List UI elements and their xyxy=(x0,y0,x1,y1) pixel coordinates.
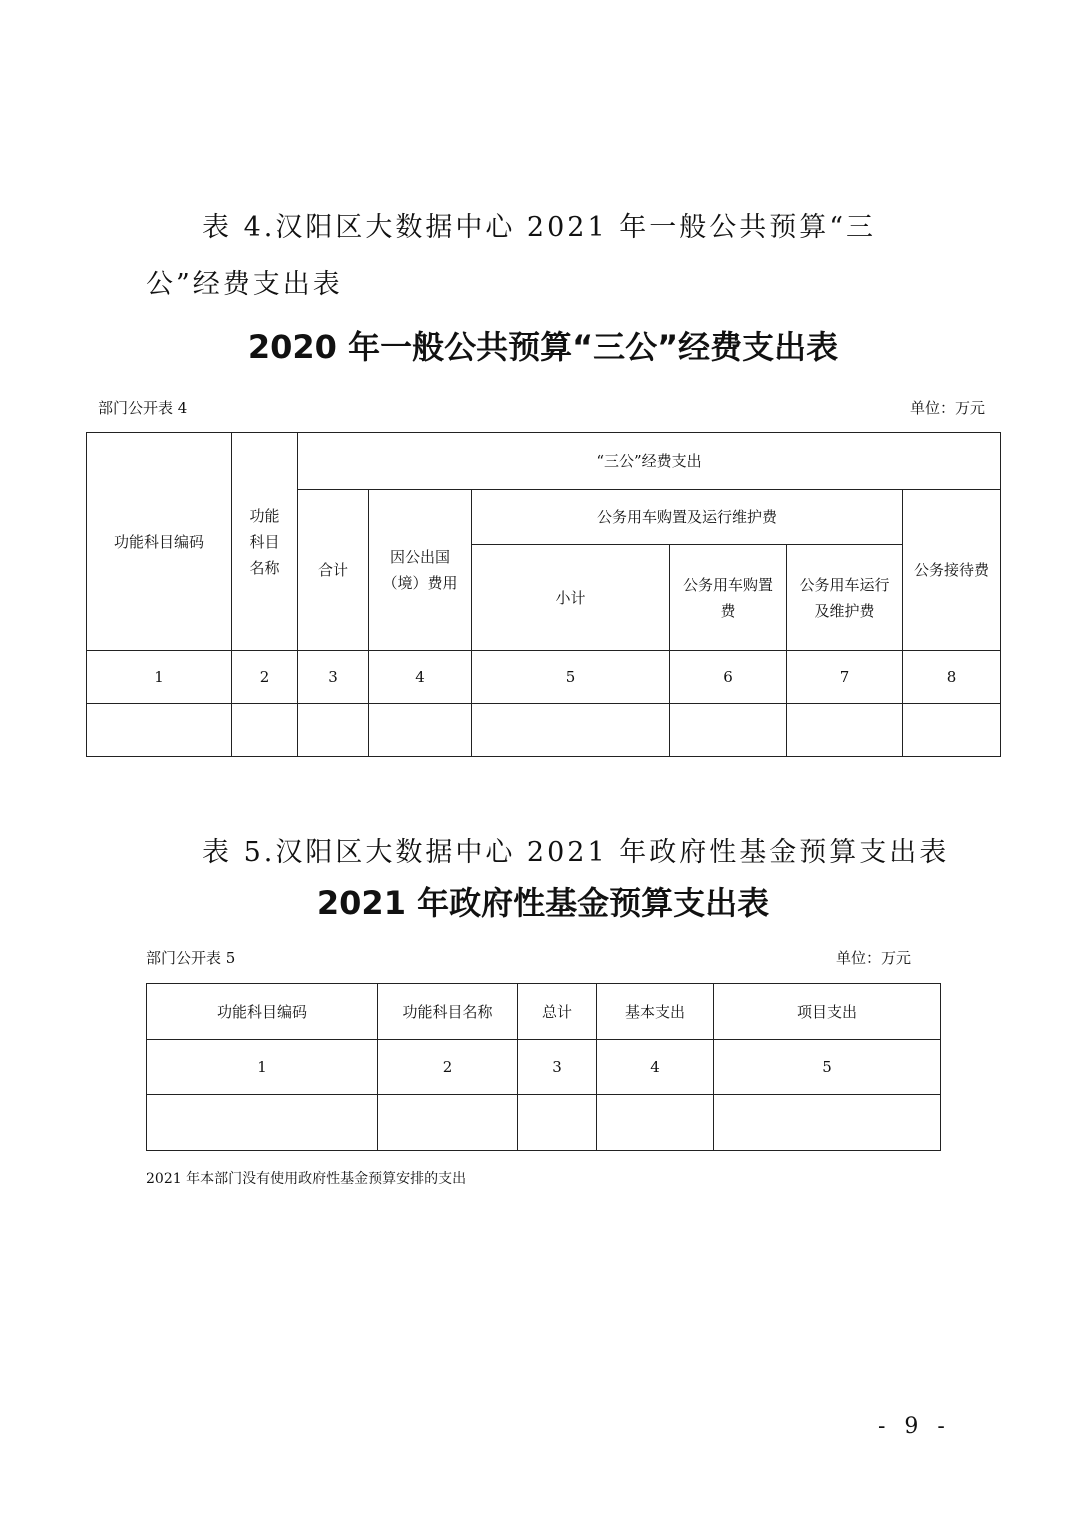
table5-unit: 单位：万元 xyxy=(836,949,912,967)
three-public-expense-table xyxy=(86,432,1001,757)
table5-note: 2021 年本部门没有使用政府性基金预算安排的支出 xyxy=(146,1171,467,1187)
table-cell xyxy=(369,704,472,757)
header-basic-expense: 基本支出 xyxy=(597,984,714,1040)
header-three-public-group: “三公”经费支出 xyxy=(298,433,1001,490)
header-operation-line: 公务用车运行 xyxy=(799,575,890,594)
column-index: 1 xyxy=(87,651,232,704)
column-index: 5 xyxy=(714,1040,941,1095)
header-abroad-line: 因公出国 xyxy=(389,548,450,566)
column-index: 4 xyxy=(369,651,472,704)
header-function-name-line: 科目 xyxy=(249,532,280,551)
table-row xyxy=(147,1095,941,1151)
column-index: 1 xyxy=(147,1040,378,1095)
table5-form-id: 部门公开表 5 xyxy=(146,949,236,967)
header-subtotal: 小计 xyxy=(472,545,670,651)
table-cell xyxy=(472,704,670,757)
header-vehicle-operation xyxy=(787,545,903,651)
table-row xyxy=(147,1040,941,1095)
table-cell xyxy=(597,1095,714,1151)
header-function-code: 功能科目编码 xyxy=(87,433,232,651)
table4-caption: 表 4.汉阳区大数据中心 2021 年一般公共预算“三公”经费支出表 xyxy=(146,212,877,300)
table-cell xyxy=(378,1095,518,1151)
table-cell xyxy=(670,704,787,757)
header-function-name: 功能科目名称 xyxy=(378,984,518,1040)
column-index: 2 xyxy=(378,1040,518,1095)
column-index: 7 xyxy=(787,651,903,704)
table-row xyxy=(87,704,1001,757)
column-index: 6 xyxy=(670,651,787,704)
table-cell xyxy=(787,704,903,757)
column-index: 2 xyxy=(232,651,298,704)
header-purchase-line: 公务用车购置 xyxy=(682,575,773,594)
table-cell xyxy=(232,704,298,757)
table-cell xyxy=(87,704,232,757)
table-header-row xyxy=(147,984,941,1040)
table5-caption: 表 5.汉阳区大数据中心 2021 年政府性基金预算支出表 xyxy=(202,837,950,868)
government-fund-table xyxy=(146,983,941,1151)
header-function-name-line: 名称 xyxy=(249,558,280,577)
column-index: 4 xyxy=(597,1040,714,1095)
header-purchase-line: 费 xyxy=(720,601,736,620)
header-grand-total: 总计 xyxy=(518,984,597,1040)
header-reception: 公务接待费 xyxy=(903,490,1001,651)
header-project-expense: 项目支出 xyxy=(714,984,941,1040)
table5-title: 2021 年政府性基金预算支出表 xyxy=(316,884,770,922)
table4-title: 2020 年一般公共预算“三公”经费支出表 xyxy=(247,328,839,366)
column-index: 5 xyxy=(472,651,670,704)
header-vehicle-purchase xyxy=(670,545,787,651)
table-cell xyxy=(518,1095,597,1151)
header-function-name-line: 功能 xyxy=(249,506,280,525)
table-cell xyxy=(298,704,369,757)
table-cell xyxy=(714,1095,941,1151)
header-function-name xyxy=(232,433,298,651)
header-function-code: 功能科目编码 xyxy=(147,984,378,1040)
table-row xyxy=(87,651,1001,704)
table4-unit: 单位：万元 xyxy=(910,399,986,417)
table-cell xyxy=(147,1095,378,1151)
header-total: 合计 xyxy=(298,490,369,651)
header-operation-line: 及维护费 xyxy=(814,601,875,620)
header-abroad-cost xyxy=(369,490,472,651)
page-number: - 9 - xyxy=(878,1414,951,1439)
header-vehicle-group: 公务用车购置及运行维护费 xyxy=(472,490,903,545)
header-abroad-line: （境）费用 xyxy=(382,574,458,592)
column-index: 3 xyxy=(298,651,369,704)
table-cell xyxy=(903,704,1001,757)
table4-form-id: 部门公开表 4 xyxy=(98,399,188,417)
column-index: 3 xyxy=(518,1040,597,1095)
column-index: 8 xyxy=(903,651,1001,704)
